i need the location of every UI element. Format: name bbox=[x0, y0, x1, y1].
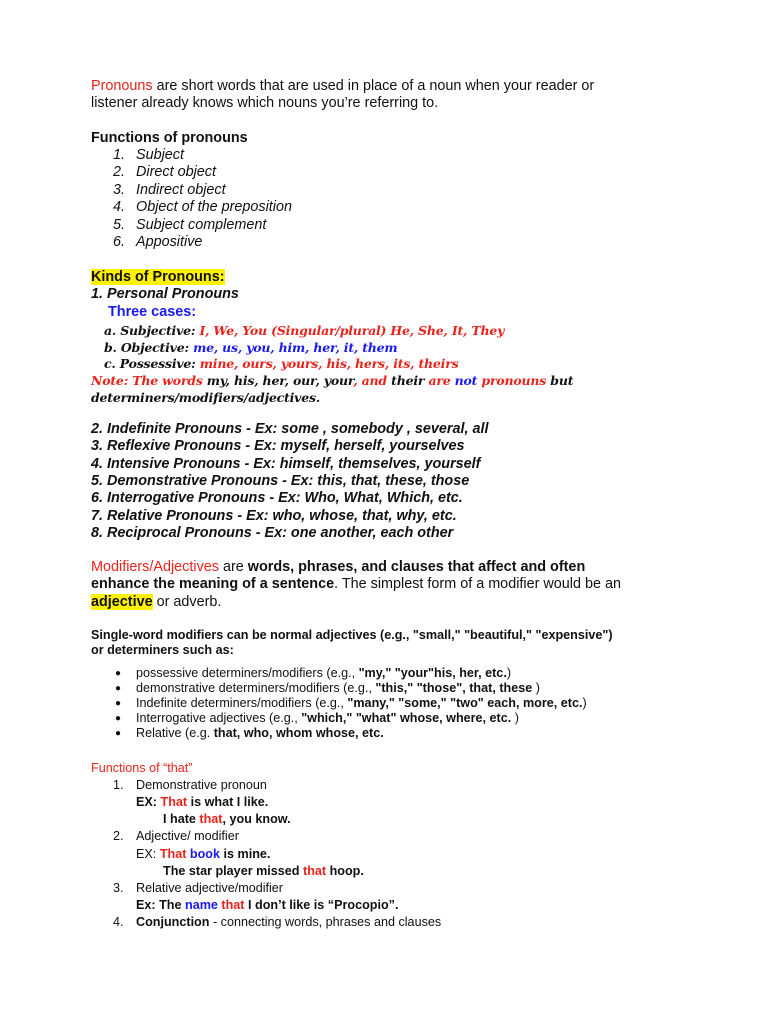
bullet-text bbox=[136, 725, 384, 742]
bullet-bold: "which," "what" whose, where, etc. bbox=[301, 711, 512, 725]
that-item-4-text bbox=[136, 914, 441, 931]
bullet-dot-icon: ● bbox=[115, 728, 122, 739]
function-item-num: 3. bbox=[113, 181, 126, 198]
intro-text: are short words that are used in place of a noun when your reader or bbox=[152, 78, 595, 94]
ex-rest: is mine. bbox=[220, 847, 271, 861]
modifiers-rest-2: . The simplest form of a modifier would be an bbox=[334, 576, 621, 592]
modifiers-line-1 bbox=[91, 559, 585, 576]
modifiers-rest-3: or adverb. bbox=[152, 594, 222, 610]
function-item-text: Subject complement bbox=[136, 216, 267, 233]
modifiers-term: Modifiers/Adjectives bbox=[91, 559, 219, 575]
function-item-text: Direct object bbox=[136, 164, 216, 181]
single-word-line-2: or determiners such as: bbox=[91, 643, 234, 657]
that-item-4-num: 4. bbox=[113, 915, 124, 929]
ex-start: The star player missed bbox=[163, 864, 303, 878]
that-item-1-text: Demonstrative pronoun bbox=[136, 778, 267, 792]
that-word: that bbox=[199, 812, 223, 826]
bullet-plain: demonstrative determiners/modifiers (e.g., bbox=[136, 681, 376, 695]
note-label: Note: The words bbox=[91, 373, 203, 388]
pronouns-term: Pronouns bbox=[91, 78, 153, 94]
function-item-num: 2. bbox=[113, 164, 126, 181]
kinds-heading-text: Kinds of Pronouns: bbox=[91, 269, 225, 285]
that-item-2-text: Adjective/ modifier bbox=[136, 829, 239, 843]
book-word: book bbox=[186, 847, 220, 861]
that-item-3-num: 3. bbox=[113, 881, 124, 895]
intro-line-2: listener already knows which nouns you’re referring to. bbox=[91, 95, 439, 111]
modifiers-line-3 bbox=[91, 594, 221, 611]
pronoun-kind-item: 4. Intensive Pronouns - Ex: himself, themselves, yourself bbox=[91, 455, 481, 472]
function-item-num: 1. bbox=[113, 147, 126, 163]
ex-label: EX: bbox=[136, 847, 160, 861]
conjunction-desc: - connecting words, phrases and clauses bbox=[209, 915, 442, 929]
possessive-label: c. Possessive: bbox=[104, 356, 196, 371]
bullet-tail: ) bbox=[582, 696, 587, 710]
intro-line-1 bbox=[91, 78, 594, 95]
objective-line bbox=[104, 339, 397, 356]
bullet-bold: "this," "those", that, these bbox=[375, 681, 533, 695]
that-word: that bbox=[303, 864, 327, 878]
subjective-words: I, We, You (Singular/plural) He, She, It, They bbox=[199, 323, 505, 338]
pronoun-kind-item: 7. Relative Pronouns - Ex: who, whose, that, why, etc. bbox=[91, 507, 457, 524]
modifiers-are: are bbox=[218, 559, 248, 575]
note-line-1 bbox=[91, 372, 573, 389]
function-item-text: Subject bbox=[136, 147, 184, 163]
note-are: are bbox=[424, 373, 451, 388]
function-item-num: 6. bbox=[113, 234, 126, 250]
ex-rest: is what I like. bbox=[187, 795, 269, 809]
personal-pronouns: 1. Personal Pronouns bbox=[91, 286, 239, 302]
function-item-num: 5. bbox=[113, 216, 126, 233]
bullet-dot-icon: ● bbox=[115, 698, 122, 709]
that-item-3-text: Relative adjective/modifier bbox=[136, 881, 283, 895]
bullet-tail: ) bbox=[511, 711, 519, 725]
pronoun-kind-item: 6. Interrogative Pronouns - Ex: Who, What, Which, etc. bbox=[91, 490, 463, 507]
pronoun-kind-item: 3. Reflexive Pronouns - Ex: myself, herself, yourselves bbox=[91, 438, 465, 455]
bullet-dot-icon: ● bbox=[115, 713, 122, 724]
ex-start: Ex: The bbox=[136, 898, 185, 912]
modifiers-bold-1: words, phrases, and clauses that affect and often bbox=[247, 559, 586, 575]
possessive-line bbox=[104, 355, 458, 372]
pronoun-kind-item: 2. Indefinite Pronouns - Ex: some , somebody , several, all bbox=[91, 421, 489, 437]
conjunction-word: Conjunction bbox=[136, 915, 210, 929]
note-and: , and bbox=[353, 373, 387, 388]
ex-rest: I don’t like is “Procopio”. bbox=[244, 898, 399, 912]
note-their: their bbox=[386, 373, 425, 388]
bullet-bold: that, who, whom whose, etc. bbox=[213, 726, 384, 740]
function-item-text: Appositive bbox=[136, 234, 203, 250]
note-words: my, his, her, our, your bbox=[202, 373, 354, 388]
modifiers-bold-2: enhance the meaning of a sentence bbox=[91, 576, 335, 592]
adjective-highlight: adjective bbox=[91, 594, 153, 610]
name-word: name bbox=[185, 898, 218, 912]
that-item-2-num: 2. bbox=[113, 829, 124, 843]
bullet-bold: "many," "some," "two" each, more, etc. bbox=[347, 696, 583, 710]
that-ex-3 bbox=[136, 897, 398, 914]
subjective-line bbox=[104, 322, 504, 339]
note-but: but bbox=[546, 373, 574, 388]
functions-heading: Functions of pronouns bbox=[91, 130, 248, 146]
bullet-dot-icon: ● bbox=[115, 668, 122, 679]
that-word: That bbox=[159, 847, 187, 861]
objective-label: b. Objective: bbox=[104, 340, 189, 355]
three-cases: Three cases: bbox=[108, 304, 196, 320]
pronoun-kind-item: 8. Reciprocal Pronouns - Ex: one another, each other bbox=[91, 524, 454, 541]
that-heading: Functions of “that” bbox=[91, 761, 193, 775]
note-pronouns: pronouns bbox=[477, 373, 547, 388]
bullet-plain: Interrogative adjectives (e.g., bbox=[136, 711, 302, 725]
bullet-dot-icon: ● bbox=[115, 683, 122, 694]
function-item-num: 4. bbox=[113, 199, 126, 216]
single-word-line-1: Single-word modifiers can be normal adjectives (e.g., "small," "beautiful," "expensive") bbox=[91, 628, 613, 642]
ex-rest: , you know. bbox=[222, 812, 291, 826]
objective-words: me, us, you, him, her, it, them bbox=[193, 340, 398, 355]
that-word: that bbox=[217, 898, 245, 912]
that-ex-2a bbox=[136, 846, 270, 863]
bullet-tail: ) bbox=[532, 681, 540, 695]
kinds-heading bbox=[91, 269, 225, 286]
possessive-words: mine, ours, yours, his, hers, its, theirs bbox=[199, 356, 459, 371]
subjective-label: a. Subjective: bbox=[104, 323, 196, 338]
note-not: not bbox=[450, 373, 478, 388]
bullet-plain: possessive determiners/modifiers (e.g., bbox=[136, 666, 359, 680]
bullet-bold: "my," "your"his, her, etc. bbox=[358, 666, 507, 680]
that-ex-1b bbox=[163, 811, 291, 828]
ex-label: EX: bbox=[136, 795, 161, 809]
pronoun-kind-item: 5. Demonstrative Pronouns - Ex: this, that, these, those bbox=[91, 472, 470, 489]
bullet-tail: ) bbox=[506, 666, 512, 680]
bullet-plain: Indefinite determiners/modifiers (e.g., bbox=[136, 696, 348, 710]
ex-start: I hate bbox=[163, 812, 200, 826]
that-ex-2b bbox=[163, 863, 364, 880]
modifiers-line-2 bbox=[91, 576, 621, 593]
that-item-1-num: 1. bbox=[113, 778, 124, 792]
ex-rest: hoop. bbox=[326, 864, 364, 878]
that-ex-1a bbox=[136, 794, 268, 811]
note-line-2: determiners/modifiers/adjectives. bbox=[91, 390, 320, 405]
function-item-text: Object of the preposition bbox=[136, 199, 292, 216]
that-word: That bbox=[160, 795, 188, 809]
bullet-plain: Relative (e.g. bbox=[136, 726, 214, 740]
function-item-text: Indirect object bbox=[136, 181, 226, 198]
